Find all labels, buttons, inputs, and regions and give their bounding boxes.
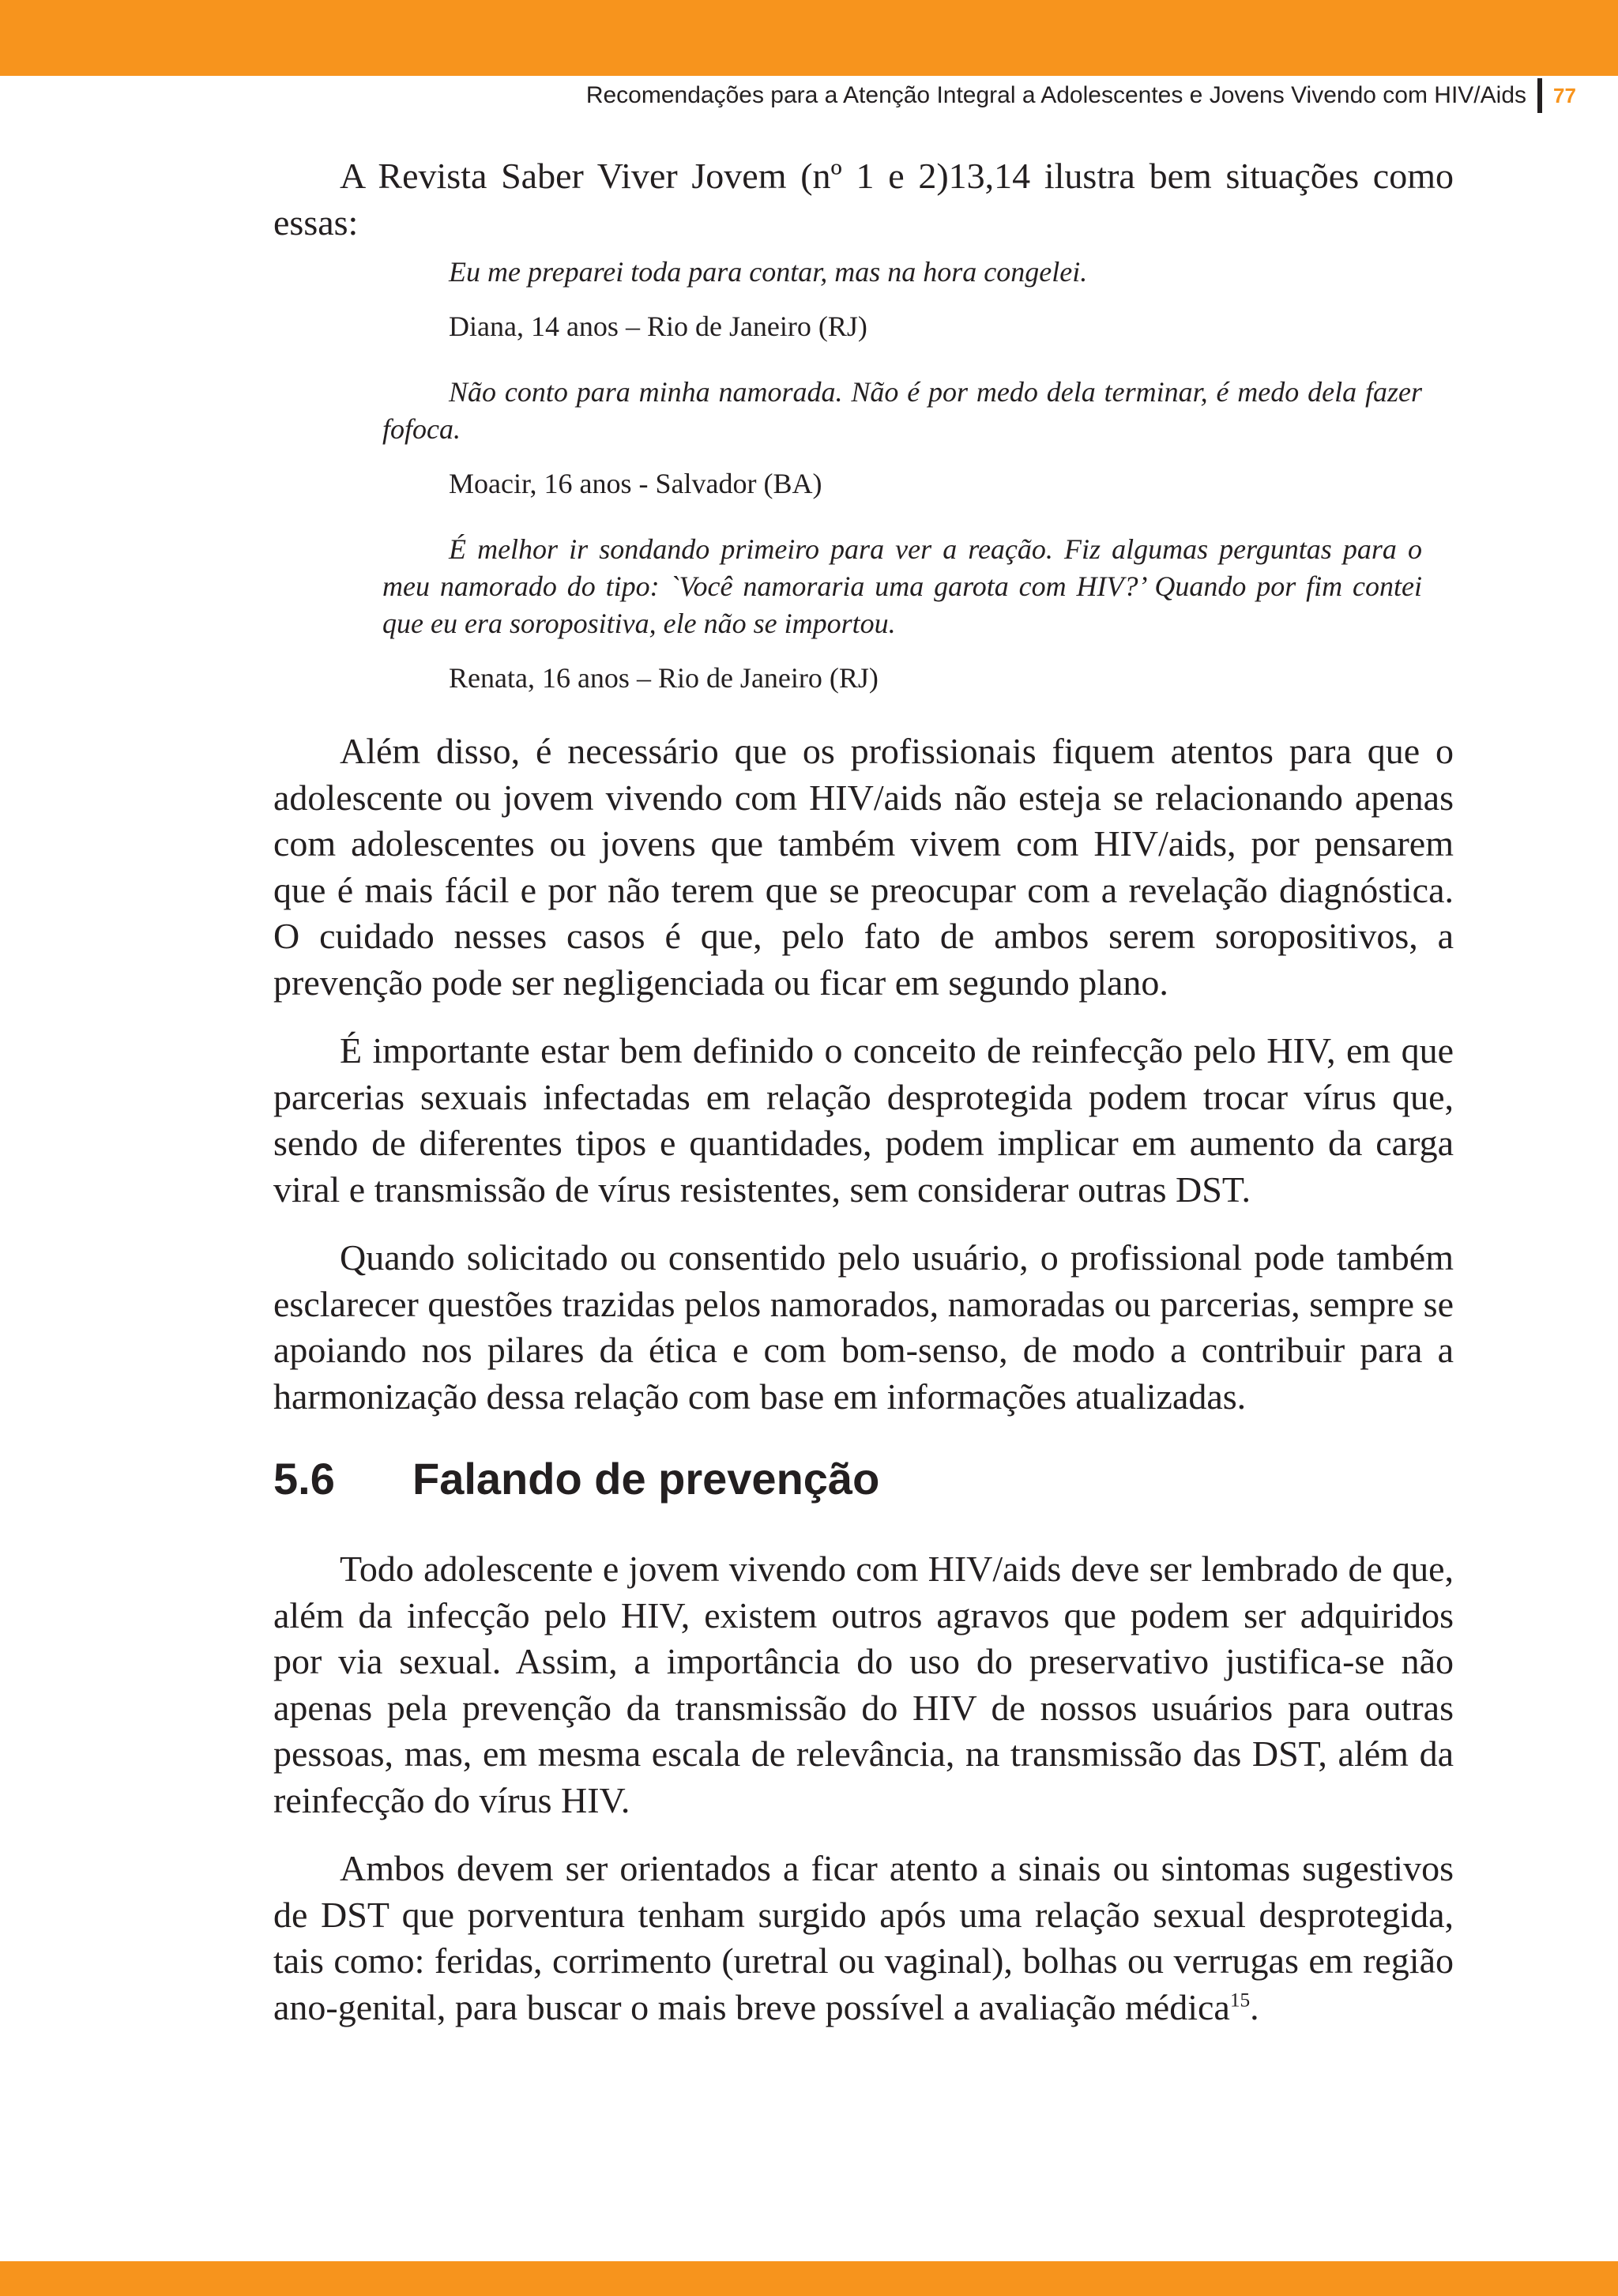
footnote-reference: 15 [1229, 1989, 1251, 2012]
testimonial [382, 374, 1422, 502]
body-paragraph: Além disso, é necessário que os profissionais fiquem atentos para que o adolescente ou jovem vivendo com HIV/aids não esteja se relacionando apenas com adolescentes ou jovens que também vivem com HIV/aids, por pensarem que é mais fácil e por não terem que se preocupar com a revelação diagnóstica. O cuidado nesses casos é que, pelo fato de ambos serem soropositivos, a prevenção pode ser negligenciada ou ficar em segundo plano. [273, 731, 1454, 1003]
testimonial-text: É melhor ir sondando primeiro para ver a reação. Fiz algumas perguntas para o meu namorado do tipo: `Você namoraria uma garota com HIV?’ Quando por fim contei que eu era soropositiva, ele não se importou. [382, 533, 1422, 639]
body-paragraph [273, 1846, 1454, 2031]
testimonial [382, 531, 1422, 697]
section-heading [273, 1451, 1454, 1507]
testimonial-source: Moacir, 16 anos - Salvador (BA) [449, 468, 822, 499]
testimonial-text: Eu me preparei toda para contar, mas na hora congelei. [449, 256, 1088, 288]
page-content [273, 153, 1454, 2053]
testimonials-block [273, 254, 1454, 697]
intro-paragraph: A Revista Saber Viver Jovem (nº 1 e 2)13,14 ilustra bem situações como essas: [273, 156, 1454, 243]
top-color-band [0, 0, 1618, 76]
body-paragraph: Todo adolescente e jovem vivendo com HIV/aids deve ser lembrado de que, além da infecção pelo HIV, existem outros agravos que podem ser adquiridos por via sexual. Assim, a importância do uso do preservativo justifica-se não apenas pela prevenção da transmissão do HIV de nossos usuários para outras pessoas, mas, em mesma escala de relevância, na transmissão das DST, além da reinfecção do vírus HIV. [273, 1549, 1454, 1820]
page-number: 77 [1553, 83, 1576, 107]
testimonial-source: Diana, 14 anos – Rio de Janeiro (RJ) [449, 311, 867, 342]
paragraph-text: Ambos devem ser orientados a ficar atento a sinais ou sintomas sugestivos de DST que porventura tenham surgido após uma relação sexual desprotegida, tais como: feridas, corrimento (uretral ou vaginal), bolhas ou verrugas em região ano-genital, para buscar o mais breve possível a avaliação médica [273, 1848, 1454, 2027]
running-header [586, 77, 1618, 114]
testimonial [382, 254, 1422, 345]
bottom-color-band [0, 2261, 1618, 2296]
paragraph-end: . [1250, 1986, 1259, 2027]
section-number: 5.6 [273, 1454, 335, 1504]
body-paragraph: É importante estar bem definido o conceito de reinfecção pelo HIV, em que parcerias sexuais infectadas em relação desprotegida podem trocar vírus que, sendo de diferentes tipos e quantidades, podem implicar em aumento da carga viral e transmissão de vírus resistentes, sem considerar outras DST. [273, 1030, 1454, 1210]
testimonial-text: Não conto para minha namorada. Não é por medo dela terminar, é medo dela fazer fofoca. [382, 376, 1422, 445]
testimonial-source: Renata, 16 anos – Rio de Janeiro (RJ) [449, 662, 879, 694]
running-title: Recomendações para a Atenção Integral a Adolescentes e Jovens Vivendo com HIV/Aids [585, 82, 1526, 108]
body-paragraph: Quando solicitado ou consentido pelo usuário, o profissional pode também esclarecer questões trazidas pelos namorados, namoradas ou parcerias, sempre se apoiando nos pilares da ética e com bom-senso, de modo a contribuir para a harmonização dessa relação com base em informações atualizadas. [273, 1237, 1454, 1417]
section-title: Falando de prevenção [412, 1454, 880, 1504]
